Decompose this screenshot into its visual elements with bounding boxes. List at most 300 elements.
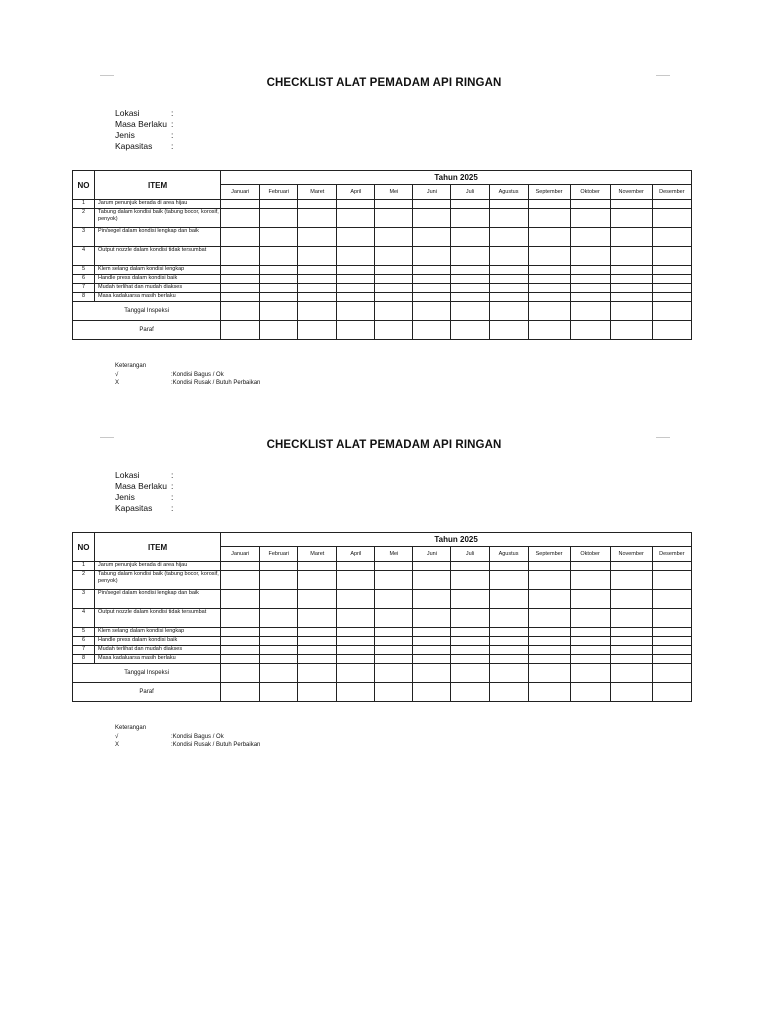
footer-cell[interactable]	[413, 321, 451, 340]
check-cell[interactable]	[260, 284, 298, 293]
row-number: 2	[73, 571, 95, 590]
check-cell[interactable]	[528, 646, 570, 655]
check-cell[interactable]	[570, 655, 610, 664]
check-cell[interactable]	[221, 590, 260, 609]
check-cell[interactable]	[489, 284, 528, 293]
meta-label: Kapasitas	[115, 503, 153, 513]
check-cell[interactable]	[260, 571, 298, 590]
meta-colon: :	[171, 503, 174, 513]
check-cell[interactable]	[451, 609, 489, 628]
check-cell[interactable]	[337, 646, 375, 655]
check-cell[interactable]	[298, 275, 337, 284]
check-cell[interactable]	[610, 628, 652, 637]
check-cell[interactable]	[260, 628, 298, 637]
check-cell[interactable]	[528, 200, 570, 209]
check-cell[interactable]	[610, 209, 652, 228]
footer-cell[interactable]	[570, 302, 610, 321]
check-cell[interactable]	[375, 228, 413, 247]
check-cell[interactable]	[528, 609, 570, 628]
check-cell[interactable]	[298, 293, 337, 302]
check-cell[interactable]	[610, 562, 652, 571]
footer-cell[interactable]	[528, 302, 570, 321]
check-cell[interactable]	[413, 637, 451, 646]
legend-symbol: √	[115, 371, 119, 378]
check-cell[interactable]	[298, 284, 337, 293]
row-item: Handle press dalam kondisi baik	[95, 275, 221, 284]
check-cell[interactable]	[260, 655, 298, 664]
check-cell[interactable]	[528, 637, 570, 646]
check-cell[interactable]	[221, 609, 260, 628]
margin-mark	[656, 75, 670, 76]
check-cell[interactable]	[375, 646, 413, 655]
check-cell[interactable]	[413, 284, 451, 293]
check-cell[interactable]	[570, 609, 610, 628]
legend-symbol: X	[115, 742, 120, 748]
check-cell[interactable]	[610, 247, 652, 266]
check-cell[interactable]	[337, 228, 375, 247]
margin-mark	[100, 75, 114, 76]
check-cell[interactable]	[375, 571, 413, 590]
check-cell[interactable]	[375, 655, 413, 664]
check-cell[interactable]	[375, 590, 413, 609]
row-number: 1	[73, 562, 95, 571]
check-cell[interactable]	[221, 247, 260, 266]
check-cell[interactable]	[221, 209, 260, 228]
footer-row	[73, 302, 692, 321]
row-item: Output nozzle dalam kondisi tidak tersumbat	[95, 609, 221, 628]
check-cell[interactable]	[451, 247, 489, 266]
check-cell[interactable]	[610, 609, 652, 628]
check-cell[interactable]	[337, 655, 375, 664]
footer-cell[interactable]	[337, 321, 375, 340]
check-cell[interactable]	[260, 590, 298, 609]
footer-cell[interactable]	[413, 302, 451, 321]
table-row	[73, 247, 692, 266]
footer-cell[interactable]	[260, 683, 298, 702]
check-cell[interactable]	[652, 590, 691, 609]
check-cell[interactable]	[337, 637, 375, 646]
check-cell[interactable]	[451, 228, 489, 247]
check-cell[interactable]	[337, 209, 375, 228]
table-row	[73, 284, 692, 293]
month-header: April	[337, 547, 375, 562]
check-cell[interactable]	[610, 571, 652, 590]
check-cell[interactable]	[451, 571, 489, 590]
table-row	[73, 200, 692, 209]
check-cell[interactable]	[375, 266, 413, 275]
check-cell[interactable]	[221, 293, 260, 302]
footer-cell[interactable]	[375, 321, 413, 340]
check-cell[interactable]	[489, 266, 528, 275]
footer-cell[interactable]	[610, 683, 652, 702]
check-cell[interactable]	[260, 200, 298, 209]
check-cell[interactable]	[652, 266, 691, 275]
meta-label: Lokasi	[115, 470, 140, 480]
footer-cell[interactable]	[375, 664, 413, 683]
check-cell[interactable]	[528, 628, 570, 637]
check-cell[interactable]	[610, 266, 652, 275]
check-cell[interactable]	[528, 293, 570, 302]
check-cell[interactable]	[260, 247, 298, 266]
table-row	[73, 590, 692, 609]
check-cell[interactable]	[337, 562, 375, 571]
check-cell[interactable]	[413, 275, 451, 284]
check-cell[interactable]	[610, 228, 652, 247]
legend-item	[115, 733, 260, 742]
check-cell[interactable]	[652, 655, 691, 664]
check-cell[interactable]	[528, 655, 570, 664]
check-cell[interactable]	[413, 609, 451, 628]
check-cell[interactable]	[489, 228, 528, 247]
month-header: Januari	[221, 185, 260, 200]
month-header: Maret	[298, 547, 337, 562]
meta-fields	[115, 470, 179, 514]
check-cell[interactable]	[413, 200, 451, 209]
check-cell[interactable]	[570, 571, 610, 590]
check-cell[interactable]	[451, 209, 489, 228]
check-cell[interactable]	[652, 562, 691, 571]
meta-row	[115, 130, 179, 141]
footer-cell[interactable]	[375, 683, 413, 702]
row-item: Pin/segel dalam kondisi lengkap dan baik	[95, 590, 221, 609]
check-cell[interactable]	[260, 637, 298, 646]
check-cell[interactable]	[375, 284, 413, 293]
check-cell[interactable]	[413, 628, 451, 637]
legend-symbol: X	[115, 380, 120, 386]
check-cell[interactable]	[570, 209, 610, 228]
check-cell[interactable]	[610, 200, 652, 209]
footer-cell[interactable]	[528, 683, 570, 702]
check-cell[interactable]	[375, 247, 413, 266]
check-cell[interactable]	[451, 266, 489, 275]
check-cell[interactable]	[337, 293, 375, 302]
footer-cell[interactable]	[260, 302, 298, 321]
check-cell[interactable]	[451, 590, 489, 609]
check-cell[interactable]	[610, 655, 652, 664]
check-cell[interactable]	[570, 275, 610, 284]
footer-row	[73, 683, 692, 702]
row-number: 7	[73, 646, 95, 655]
check-cell[interactable]	[337, 284, 375, 293]
footer-cell[interactable]	[528, 664, 570, 683]
check-cell[interactable]	[610, 590, 652, 609]
check-cell[interactable]	[451, 284, 489, 293]
footer-cell[interactable]	[337, 302, 375, 321]
check-cell[interactable]	[451, 293, 489, 302]
check-cell[interactable]	[298, 266, 337, 275]
check-cell[interactable]	[570, 590, 610, 609]
check-cell[interactable]	[298, 228, 337, 247]
check-cell[interactable]	[298, 590, 337, 609]
check-cell[interactable]	[451, 275, 489, 284]
check-cell[interactable]	[652, 284, 691, 293]
check-cell[interactable]	[298, 209, 337, 228]
check-cell[interactable]	[260, 209, 298, 228]
check-cell[interactable]	[570, 293, 610, 302]
check-cell[interactable]	[337, 275, 375, 284]
footer-cell[interactable]	[221, 683, 260, 702]
footer-cell[interactable]	[489, 683, 528, 702]
footer-cell[interactable]	[298, 664, 337, 683]
check-cell[interactable]	[375, 293, 413, 302]
header-row	[73, 533, 692, 547]
check-cell[interactable]	[298, 562, 337, 571]
check-cell[interactable]	[221, 655, 260, 664]
meta-colon: :	[171, 470, 174, 480]
check-cell[interactable]	[610, 293, 652, 302]
footer-cell[interactable]	[337, 683, 375, 702]
check-cell[interactable]	[221, 266, 260, 275]
check-cell[interactable]	[652, 209, 691, 228]
check-cell[interactable]	[413, 228, 451, 247]
check-cell[interactable]	[528, 266, 570, 275]
check-cell[interactable]	[652, 609, 691, 628]
month-header: April	[337, 185, 375, 200]
check-cell[interactable]	[610, 646, 652, 655]
check-cell[interactable]	[337, 247, 375, 266]
check-cell[interactable]	[221, 646, 260, 655]
check-cell[interactable]	[413, 590, 451, 609]
check-cell[interactable]	[451, 646, 489, 655]
check-cell[interactable]	[413, 646, 451, 655]
check-cell[interactable]	[610, 275, 652, 284]
check-cell[interactable]	[298, 646, 337, 655]
check-cell[interactable]	[528, 590, 570, 609]
check-cell[interactable]	[337, 266, 375, 275]
check-cell[interactable]	[375, 209, 413, 228]
check-cell[interactable]	[375, 637, 413, 646]
footer-cell[interactable]	[298, 321, 337, 340]
item-header: ITEM	[95, 533, 221, 562]
footer-cell[interactable]	[489, 664, 528, 683]
check-cell[interactable]	[489, 646, 528, 655]
footer-cell[interactable]	[221, 302, 260, 321]
footer-cell[interactable]	[652, 321, 691, 340]
footer-cell[interactable]	[451, 683, 489, 702]
check-cell[interactable]	[570, 200, 610, 209]
check-cell[interactable]	[451, 562, 489, 571]
check-cell[interactable]	[570, 646, 610, 655]
check-cell[interactable]	[528, 562, 570, 571]
check-cell[interactable]	[489, 637, 528, 646]
check-cell[interactable]	[413, 266, 451, 275]
footer-cell[interactable]	[489, 321, 528, 340]
check-cell[interactable]	[489, 200, 528, 209]
check-cell[interactable]	[260, 266, 298, 275]
check-cell[interactable]	[489, 590, 528, 609]
check-cell[interactable]	[221, 628, 260, 637]
check-cell[interactable]	[298, 200, 337, 209]
footer-cell[interactable]	[528, 321, 570, 340]
inspection-table	[72, 532, 692, 702]
check-cell[interactable]	[260, 293, 298, 302]
check-cell[interactable]	[451, 200, 489, 209]
footer-cell[interactable]	[570, 321, 610, 340]
check-cell[interactable]	[489, 209, 528, 228]
year-header: Tahun 2025	[221, 171, 692, 185]
check-cell[interactable]	[652, 646, 691, 655]
check-cell[interactable]	[652, 247, 691, 266]
check-cell[interactable]	[652, 637, 691, 646]
check-cell[interactable]	[489, 655, 528, 664]
check-cell[interactable]	[375, 275, 413, 284]
check-cell[interactable]	[337, 590, 375, 609]
footer-cell[interactable]	[451, 664, 489, 683]
footer-cell[interactable]	[260, 664, 298, 683]
check-cell[interactable]	[260, 562, 298, 571]
check-cell[interactable]	[528, 275, 570, 284]
row-number: 4	[73, 609, 95, 628]
footer-cell[interactable]	[489, 302, 528, 321]
meta-label: Jenis	[115, 130, 135, 140]
check-cell[interactable]	[570, 266, 610, 275]
check-cell[interactable]	[610, 284, 652, 293]
check-cell[interactable]	[375, 200, 413, 209]
meta-label: Masa Berlaku	[115, 481, 167, 491]
check-cell[interactable]	[221, 200, 260, 209]
footer-cell[interactable]	[413, 664, 451, 683]
month-header: September	[528, 547, 570, 562]
check-cell[interactable]	[528, 228, 570, 247]
footer-cell[interactable]	[652, 683, 691, 702]
row-number: 6	[73, 275, 95, 284]
check-cell[interactable]	[260, 228, 298, 247]
check-cell[interactable]	[298, 637, 337, 646]
check-cell[interactable]	[570, 562, 610, 571]
footer-cell[interactable]	[337, 664, 375, 683]
footer-cell[interactable]	[652, 664, 691, 683]
check-cell[interactable]	[221, 228, 260, 247]
check-cell[interactable]	[337, 609, 375, 628]
check-cell[interactable]	[451, 637, 489, 646]
check-cell[interactable]	[489, 293, 528, 302]
check-cell[interactable]	[413, 655, 451, 664]
check-cell[interactable]	[489, 275, 528, 284]
row-item: Tabung dalam kondisi baik (tabung bocor, korosif, penyok)	[95, 209, 221, 228]
check-cell[interactable]	[375, 562, 413, 571]
check-cell[interactable]	[298, 247, 337, 266]
check-cell[interactable]	[413, 571, 451, 590]
check-cell[interactable]	[652, 275, 691, 284]
check-cell[interactable]	[570, 228, 610, 247]
check-cell[interactable]	[489, 628, 528, 637]
row-item: Jarum penunjuk berada di area hijau	[95, 562, 221, 571]
check-cell[interactable]	[489, 571, 528, 590]
check-cell[interactable]	[221, 571, 260, 590]
row-number: 3	[73, 228, 95, 247]
row-number: 5	[73, 628, 95, 637]
check-cell[interactable]	[260, 646, 298, 655]
check-cell[interactable]	[652, 293, 691, 302]
check-cell[interactable]	[413, 209, 451, 228]
check-cell[interactable]	[570, 284, 610, 293]
check-cell[interactable]	[528, 209, 570, 228]
check-cell[interactable]	[298, 571, 337, 590]
check-cell[interactable]	[413, 293, 451, 302]
footer-cell[interactable]	[451, 321, 489, 340]
check-cell[interactable]	[298, 609, 337, 628]
meta-label: Lokasi	[115, 108, 140, 118]
inspection-table	[72, 170, 692, 340]
check-cell[interactable]	[652, 628, 691, 637]
check-cell[interactable]	[221, 637, 260, 646]
check-cell[interactable]	[570, 628, 610, 637]
footer-cell[interactable]	[260, 321, 298, 340]
row-number: 8	[73, 293, 95, 302]
check-cell[interactable]	[528, 571, 570, 590]
row-item: Jarum penunjuk berada di area hijau	[95, 200, 221, 209]
check-cell[interactable]	[221, 284, 260, 293]
check-cell[interactable]	[260, 609, 298, 628]
check-cell[interactable]	[528, 284, 570, 293]
check-cell[interactable]	[652, 228, 691, 247]
meta-colon: :	[171, 108, 174, 118]
check-cell[interactable]	[652, 200, 691, 209]
check-cell[interactable]	[260, 275, 298, 284]
footer-cell[interactable]	[375, 302, 413, 321]
table-row	[73, 275, 692, 284]
row-item: Mudah terlihat dan mudah diakses	[95, 646, 221, 655]
check-cell[interactable]	[489, 247, 528, 266]
check-cell[interactable]	[337, 200, 375, 209]
page-title: CHECKLIST ALAT PEMADAM API RINGAN	[266, 439, 502, 451]
meta-row	[115, 108, 179, 119]
row-number: 7	[73, 284, 95, 293]
footer-cell[interactable]	[298, 683, 337, 702]
check-cell[interactable]	[489, 562, 528, 571]
check-cell[interactable]	[451, 628, 489, 637]
footer-cell[interactable]	[298, 302, 337, 321]
meta-row	[115, 503, 179, 514]
check-cell[interactable]	[221, 275, 260, 284]
check-cell[interactable]	[652, 571, 691, 590]
check-cell[interactable]	[413, 562, 451, 571]
check-cell[interactable]	[570, 637, 610, 646]
check-cell[interactable]	[337, 628, 375, 637]
footer-cell[interactable]	[221, 321, 260, 340]
check-cell[interactable]	[570, 247, 610, 266]
check-cell[interactable]	[375, 628, 413, 637]
meta-row	[115, 119, 179, 130]
check-cell[interactable]	[337, 571, 375, 590]
check-cell[interactable]	[451, 655, 489, 664]
footer-cell[interactable]	[610, 664, 652, 683]
check-cell[interactable]	[298, 655, 337, 664]
check-cell[interactable]	[221, 562, 260, 571]
row-number: 1	[73, 200, 95, 209]
table-row	[73, 209, 692, 228]
footer-cell[interactable]	[413, 683, 451, 702]
meta-colon: :	[171, 130, 174, 140]
footer-cell[interactable]	[610, 302, 652, 321]
footer-cell[interactable]	[570, 664, 610, 683]
month-header: Agustus	[489, 185, 528, 200]
check-cell[interactable]	[528, 247, 570, 266]
footer-cell[interactable]	[221, 664, 260, 683]
check-cell[interactable]	[298, 628, 337, 637]
check-cell[interactable]	[413, 247, 451, 266]
check-cell[interactable]	[610, 637, 652, 646]
check-cell[interactable]	[489, 609, 528, 628]
row-number: 6	[73, 637, 95, 646]
check-cell[interactable]	[375, 609, 413, 628]
month-header: November	[610, 185, 652, 200]
footer-cell[interactable]	[451, 302, 489, 321]
footer-cell[interactable]	[570, 683, 610, 702]
meta-label: Kapasitas	[115, 141, 153, 151]
footer-cell[interactable]	[652, 302, 691, 321]
footer-cell[interactable]	[610, 321, 652, 340]
